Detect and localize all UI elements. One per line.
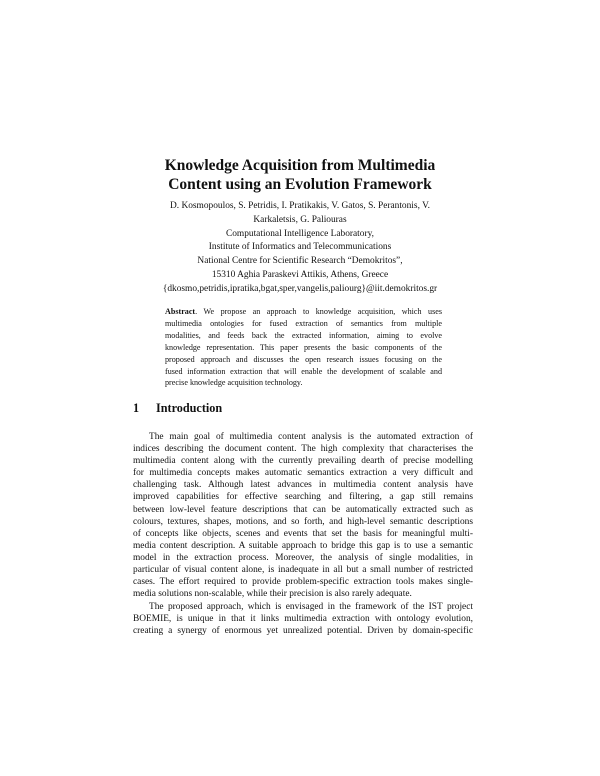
paragraph-line: media solutions non-scalable, while their precision is also rarely adequate. xyxy=(133,589,412,600)
paragraph-line: colours, textures, shapes, motions, and so forth, and high-level semantic descriptions xyxy=(133,516,473,527)
paragraph-line: The proposed approach, which is envisaged in the framework of the IST project xyxy=(149,602,473,612)
affiliation-line: National Centre for Scientific Research “Demokritos”, xyxy=(197,256,403,267)
paragraph-line: particular of visual content alone, is inadequate in all but a small number of restricted xyxy=(133,565,473,576)
paragraph-line: between low-level feature descriptions that can be automatically extracted such as xyxy=(133,504,473,515)
section-number: 1 xyxy=(133,401,140,415)
affiliation-line: 15310 Aghia Paraskevi Attikis, Athens, Greece xyxy=(211,269,389,280)
paragraph-line: for multimedia concepts makes automatic semantics extraction a very difficult and xyxy=(133,468,473,479)
authors-line: D. Kosmopoulos, S. Petridis, I. Pratikakis, V. Gatos, S. Perantonis, V. xyxy=(169,201,430,211)
title-line: Content using an Evolution Framework xyxy=(168,176,432,193)
paragraph-line: improved capabilities for effective searching and filtering, a gap still remains xyxy=(133,492,473,503)
abstract-line: knowledge representation. This paper presents the basic components of the xyxy=(165,342,442,352)
affiliation-line: Institute of Informatics and Telecommunications xyxy=(208,242,392,253)
abstract-line: multimedia ontologies for fused extraction of semantics from multiple xyxy=(165,318,442,328)
abstract-line: fused information extraction that will enable the development of scalable and xyxy=(165,366,442,376)
author-block xyxy=(90,200,510,297)
abstract-line xyxy=(165,306,442,318)
paragraph-line: of concepts like objects, scenes and events that set the basis for meaningful multi- xyxy=(133,528,473,539)
paragraph-line: challenging task. Although latest advances in multimedia content analysis have xyxy=(133,480,473,491)
email-line: {dkosmo,petridis,ipratika,bgat,sper,vangelis,paliourg}@iit.demokritos.gr xyxy=(162,283,438,294)
paper-title xyxy=(90,156,510,194)
paragraph-line: cases. The effort required to provide problem-specific extraction tools makes single- xyxy=(133,577,473,588)
abstract-line: modalities, and feeds back the extracted information, aiming to evolve xyxy=(165,330,442,340)
abstract-line: proposed approach and discusses the open research issues focusing on the xyxy=(165,354,442,364)
title-line: Knowledge Acquisition from Multimedia xyxy=(164,157,436,174)
paragraph-line: creating a synergy of enormous yet unrealized potential. Driven by domain-specific xyxy=(133,626,473,637)
paragraph-line: BOEMIE, is unique in that it links multimedia extraction with ontology evolution, xyxy=(133,614,473,625)
affiliation-line: Computational Intelligence Laboratory, xyxy=(225,228,375,239)
paragraph xyxy=(133,431,473,600)
paragraph-line: The main goal of multimedia content analysis is the automated extraction of xyxy=(149,432,473,442)
authors-line: Karkaletsis, G. Paliouras xyxy=(253,214,347,225)
abstract-line: precise knowledge acquisition technology. xyxy=(165,378,303,388)
paragraph-line: multimedia content along with the currently prevailing dearth of precise modelling xyxy=(133,456,473,467)
section-heading xyxy=(133,400,222,416)
abstract-line-text: . We propose an approach to knowledge acquisition, which uses xyxy=(195,307,442,316)
abstract-label: Abstract xyxy=(165,307,196,316)
paragraph-line: indices describing the document content. The high complexity that characterises the xyxy=(133,444,473,455)
abstract xyxy=(165,306,442,389)
paragraph-line: media content description. A suitable approach to bridge this gap is to use a semantic xyxy=(133,540,473,551)
paragraph-line: model in the extraction process. Moreover, the analysis of single modalities, in xyxy=(133,552,473,563)
section-title: Introduction xyxy=(156,401,223,415)
paragraph xyxy=(133,601,473,637)
